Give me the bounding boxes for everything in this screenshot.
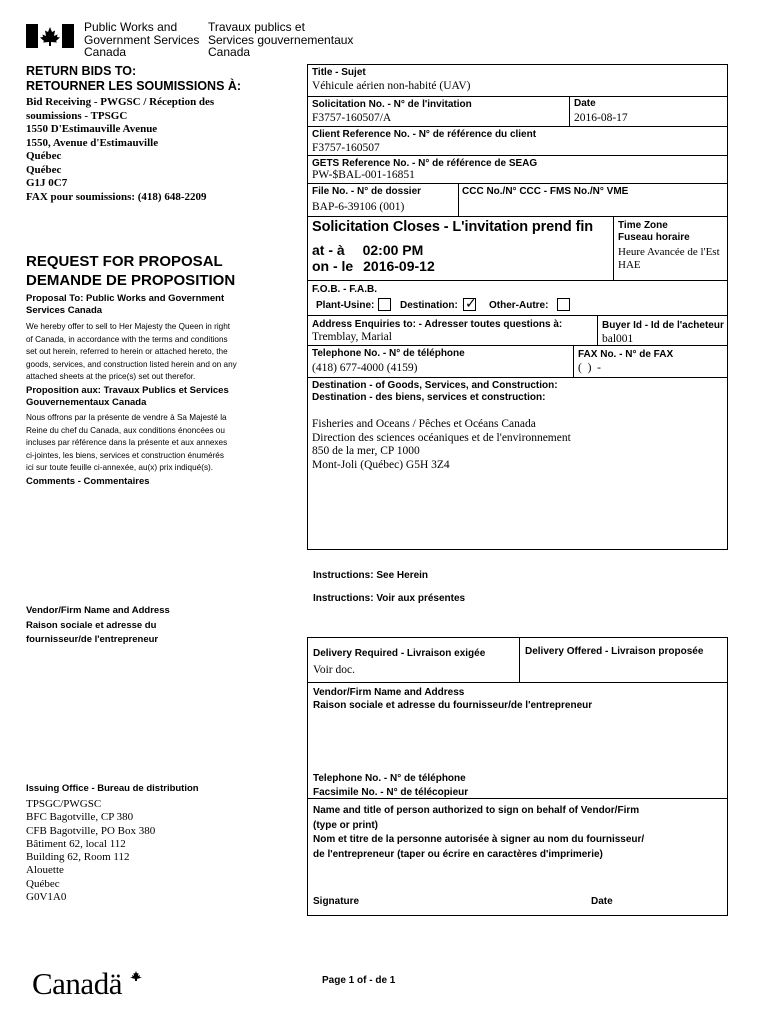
- delivery-required-value: Voir doc.: [313, 664, 355, 676]
- title-label: Title - Sujet: [312, 67, 366, 78]
- title-value: Véhicule aérien non-habité (UAV): [312, 80, 471, 92]
- canada-flag-icon: [26, 24, 74, 48]
- issuing-office-label: Issuing Office - Bureau de distribution: [26, 783, 199, 794]
- return-bids-address: Bid Receiving - PWGSC / Réception des soumissions - TPSGC 1550 D'Estimauville Avenue 1550, Avenue d'Estimauville Québec Québec G1J 0C7 FAX pour soumissions: (418) 648-2209: [26, 96, 215, 203]
- signature-date-label: Date: [591, 896, 613, 907]
- return-bids-title: RETURN BIDS TO: RETOURNER LES SOUMISSIONS À:: [26, 64, 242, 93]
- telephone-value: (418) 677-4000 (4159): [312, 362, 418, 374]
- closing-time-row: [312, 242, 423, 258]
- vendor-telephone-label: Telephone No. - N° de téléphone: [313, 773, 466, 784]
- signature-label: Signature: [313, 896, 360, 907]
- rfp-title: REQUEST FOR PROPOSAL DEMANDE DE PROPOSITION: [26, 253, 236, 289]
- closing-time-value: 02:00 PM: [362, 242, 424, 258]
- address-enquiries-value: Tremblay, Marial: [312, 331, 392, 343]
- destination-goods-address: Fisheries and Oceans / Pêches et Océans Canada Direction des sciences océaniques et de l'environnement 850 de la mer, CP 1000 Mont-Joli (Québec) G5H 3Z4: [312, 418, 571, 471]
- closing-date-value: 2016-09-12: [363, 258, 435, 274]
- date-value: 2016-08-17: [574, 112, 628, 124]
- vendor-firm-label-left: Vendor/Firm Name and Address Raison sociale et adresse du fournisseur/de l'entrepreneur: [26, 605, 170, 645]
- other-autre-label: Other-Autre:: [489, 300, 549, 311]
- time-zone-value: Heure Avancée de l'Est HAE: [618, 246, 720, 271]
- page-number: Page 1 of - de 1: [322, 975, 396, 986]
- instructions-fr: Instructions: Voir aux présentes: [313, 593, 466, 604]
- telephone-label: Telephone No. - N° de téléphone: [312, 348, 465, 359]
- gets-reference-value: PW-$BAL-001-16851: [312, 169, 415, 181]
- fob-label: F.O.B. - F.A.B.: [312, 284, 377, 295]
- address-enquiries-label: Address Enquiries to: - Adresser toutes questions à:: [312, 319, 563, 330]
- fax-label: FAX No. - N° de FAX: [578, 349, 674, 360]
- buyer-id-value: bal001: [602, 333, 634, 345]
- destination-checkbox[interactable]: [463, 298, 476, 311]
- proposal-to-en: Proposal To: Public Works and Government Services Canada: [26, 293, 225, 316]
- file-no-label: File No. - N° de dossier: [312, 186, 422, 197]
- offer-text-fr: Nous offrons par la présente de vendre à Sa Majesté la Reine du chef du Canada, aux conditions énoncées ou incluses par référence dans la présente et aux annexes ci-jointes, les biens, services et construction énumérés ici sur toute feuille ci-annexée, au(x) prix indiqué(s).: [26, 413, 228, 472]
- delivery-offered-label: Delivery Offered - Livraison proposée: [525, 646, 704, 657]
- client-reference-label: Client Reference No. - N° de référence du client: [312, 129, 537, 140]
- solicitation-no-label: Solicitation No. - N° de l'invitation: [312, 99, 472, 110]
- other-autre-checkbox[interactable]: [557, 298, 570, 311]
- authorized-person-label: Name and title of person authorized to sign on behalf of Vendor/Firm (type or print) Nom et titre de la personne autorisée à signer au nom du fournisseur/ de l'entrepreneur (taper ou écrire en caractères d'imprimerie): [313, 805, 645, 860]
- client-reference-value: F3757-160507: [312, 142, 380, 154]
- time-zone-label: Time Zone Fuseau horaire: [618, 220, 690, 243]
- canada-wordmark: Canadä: [32, 966, 122, 1002]
- ccc-no-label: CCC No./N° CCC - FMS No./N° VME: [462, 186, 629, 197]
- offer-text-en: We hereby offer to sell to Her Majesty the Queen in right of Canada, in accordance with the terms and conditions set out herein, referred to herein or attached hereto, the goods, services, and construction listed herein and on any attached sheets at the price(s) set out therefor.: [26, 322, 237, 381]
- government-flag-logo: [26, 24, 74, 48]
- solicitation-closes-label: Solicitation Closes - L'invitation prend fin: [312, 219, 594, 235]
- fax-value: ( ) -: [578, 362, 601, 374]
- vendor-firm-label-right: Vendor/Firm Name and Address Raison sociale et adresse du fournisseur/de l'entrepreneur: [313, 687, 593, 711]
- buyer-id-label: Buyer Id - Id de l'acheteur: [602, 320, 724, 331]
- plant-usine-label: Plant-Usine:: [316, 300, 375, 311]
- wordmark-flag-icon: [130, 971, 142, 981]
- solicitation-no-value: F3757-160507/A: [312, 112, 392, 124]
- closing-date-row: [312, 258, 435, 274]
- proposal-to-fr: Proposition aux: Travaux Publics et Services Gouvernementaux Canada: [26, 385, 229, 408]
- vendor-facsimile-label: Facsimile No. - N° de télécopieur: [313, 787, 469, 798]
- department-name-fr: Travaux publics et Services gouvernementaux Canada: [208, 20, 354, 59]
- plant-usine-checkbox[interactable]: [378, 298, 391, 311]
- delivery-required-label: Delivery Required - Livraison exigée: [313, 648, 486, 659]
- department-name-en: Public Works and Government Services Canada: [84, 20, 200, 59]
- date-label: Date: [574, 98, 596, 109]
- instructions-en: Instructions: See Herein: [313, 570, 429, 581]
- file-no-value: BAP-6-39106 (001): [312, 201, 405, 213]
- issuing-office-address: TPSGC/PWGSC BFC Bagotville, CP 380 CFB Bagotville, PO Box 380 Bâtiment 62, local 112 Building 62, Room 112 Alouette Québec G0V1A0: [26, 798, 156, 904]
- destination-label: Destination:: [400, 300, 458, 311]
- destination-goods-label: Destination - of Goods, Services, and Construction: Destination - des biens, services et construction:: [312, 380, 558, 403]
- gets-reference-label: GETS Reference No. - N° de référence de SEAG: [312, 158, 538, 169]
- on-label: on - le: [312, 258, 354, 274]
- checkmark-icon: ✓: [465, 296, 477, 312]
- at-label: at - à: [312, 242, 345, 258]
- comments-label: Comments - Commentaires: [26, 476, 150, 487]
